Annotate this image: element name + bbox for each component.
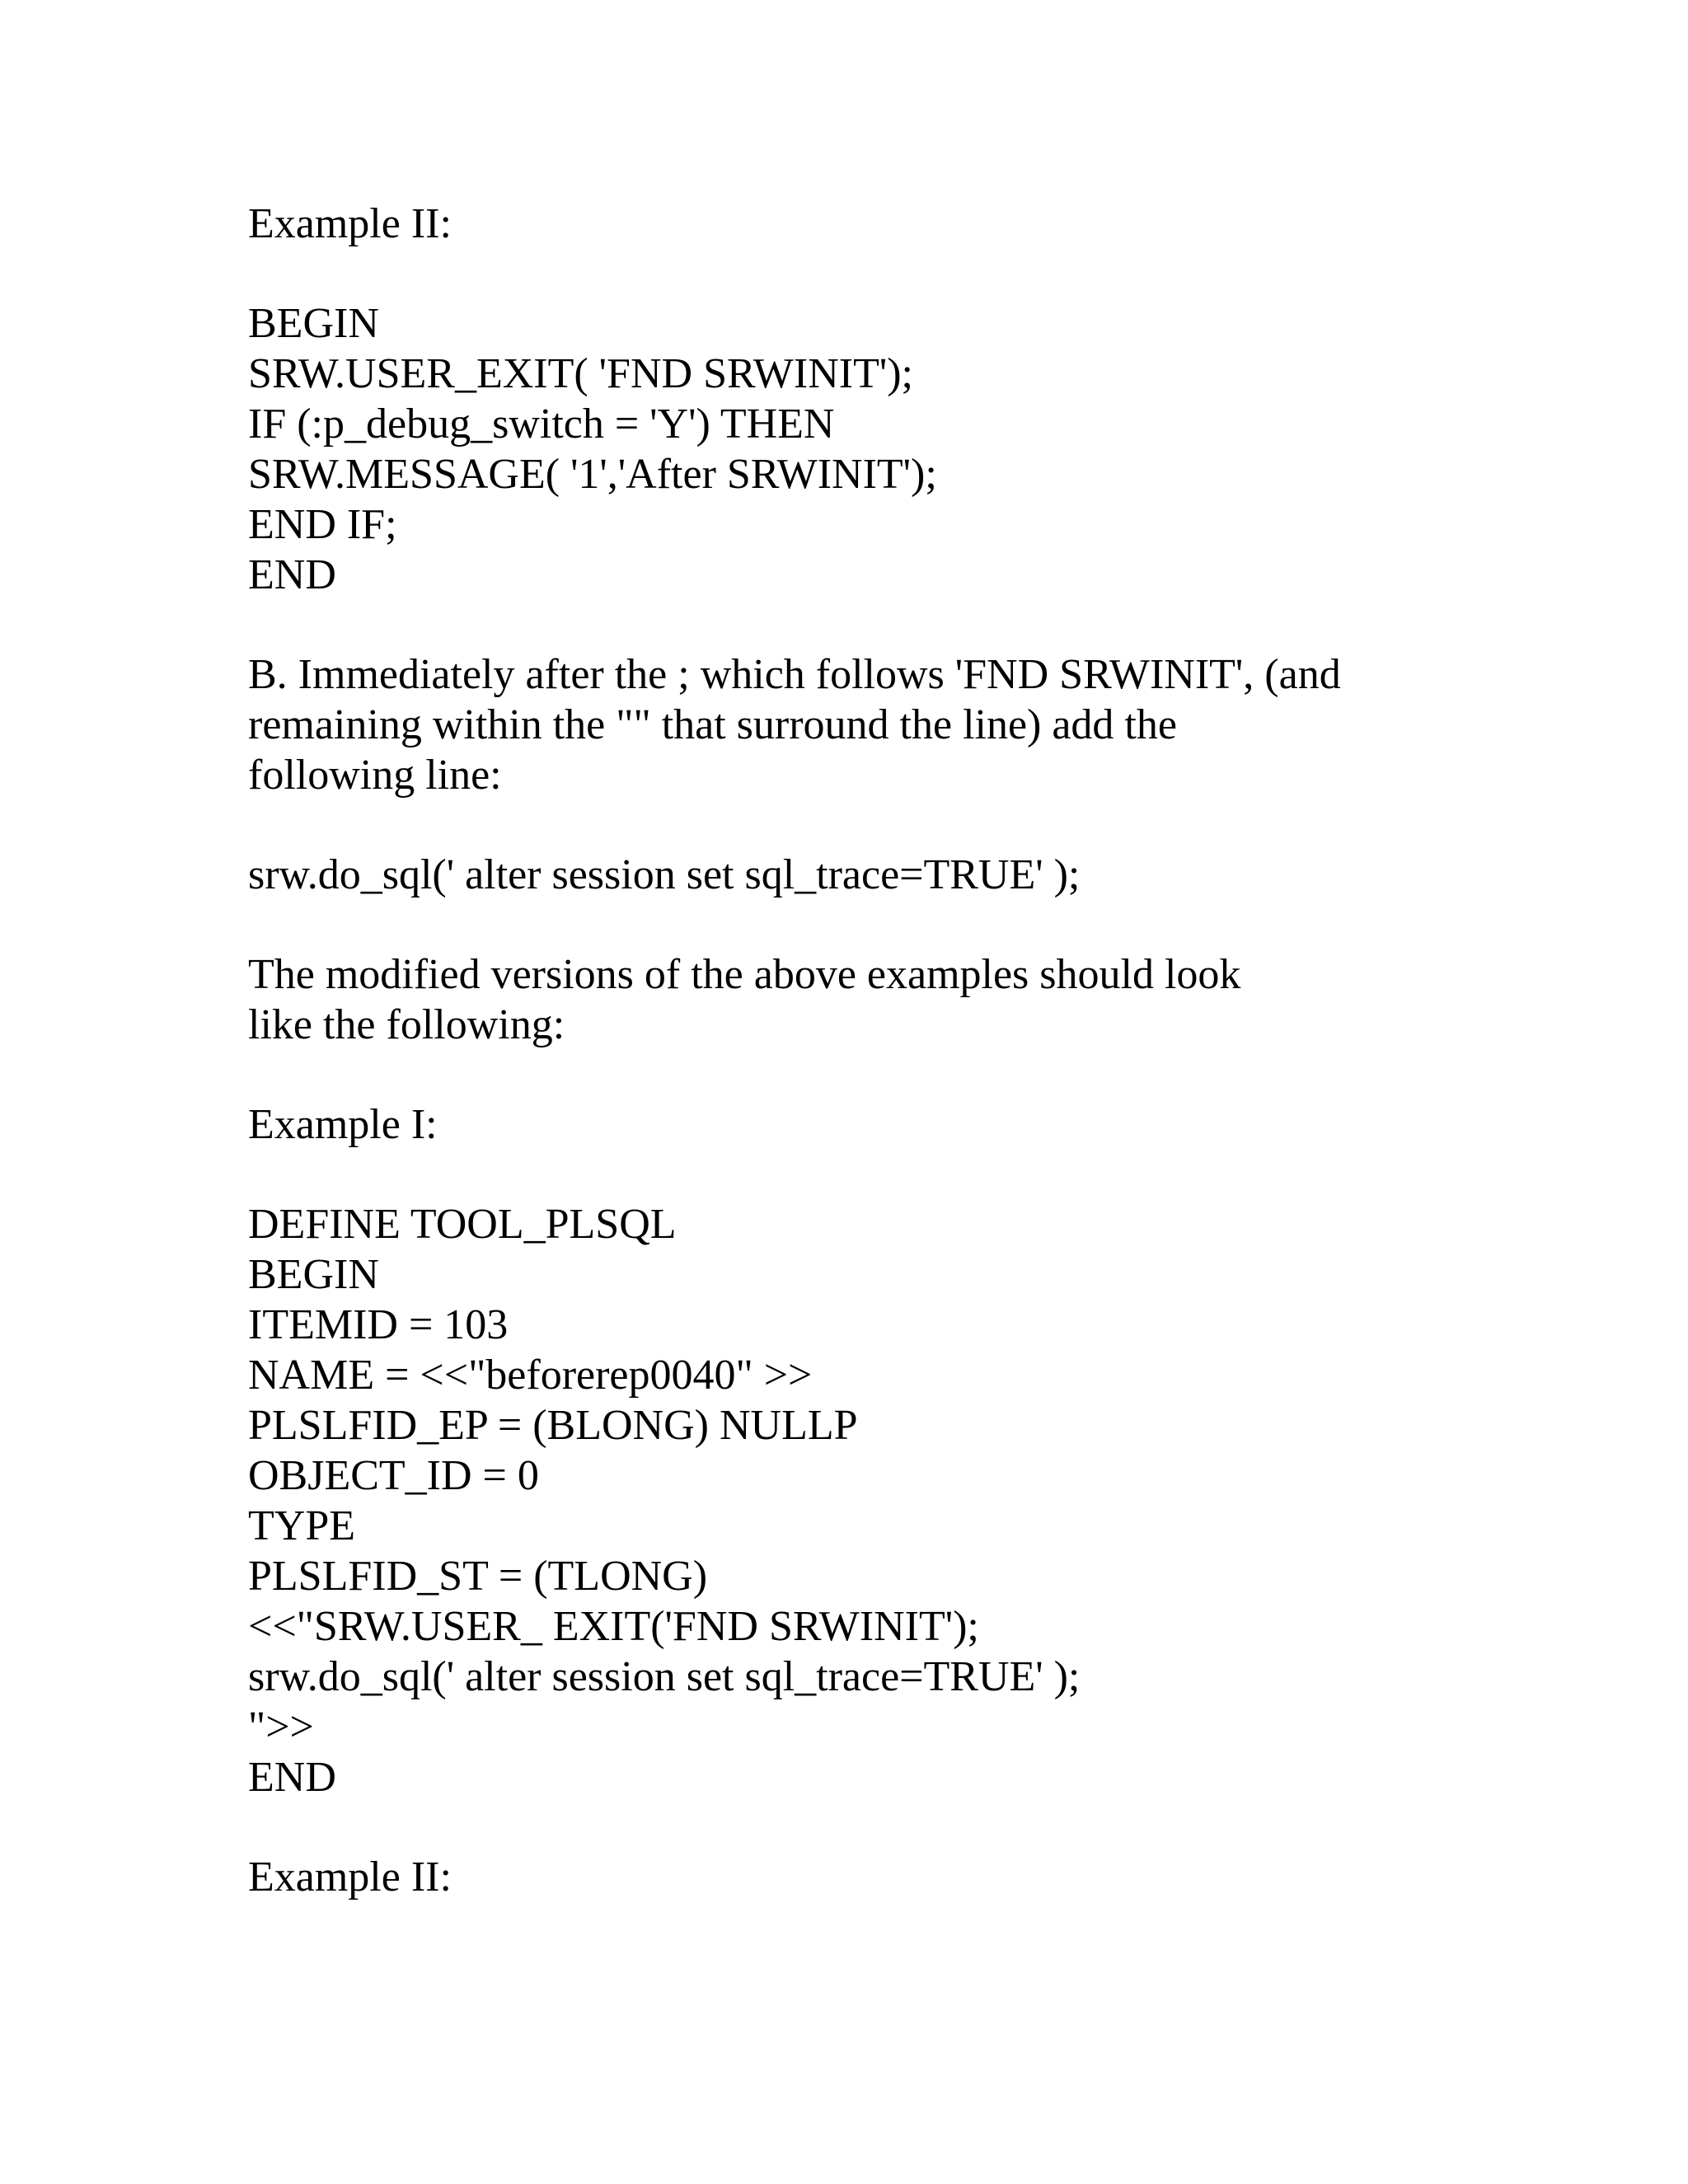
- code-line: BEGIN: [248, 1251, 379, 1298]
- instruction-text: B. Immediately after the ; which follows 'FND SRWINIT', (and: [248, 651, 1341, 698]
- instruction-text: remaining within the "" that surround the line) add the: [248, 701, 1177, 748]
- code-line: srw.do_sql(' alter session set sql_trace=TRUE' );: [248, 1653, 1081, 1700]
- modified-intro-text: like the following:: [248, 1001, 565, 1048]
- code-line: END IF;: [248, 501, 397, 548]
- code-line: TYPE: [248, 1502, 355, 1549]
- instruction-text: following line:: [248, 752, 502, 799]
- code-line: END: [248, 1754, 336, 1801]
- code-line: NAME = <<"beforerep0040" >>: [248, 1352, 813, 1399]
- code-line: IF (:p_debug_switch = 'Y') THEN: [248, 401, 835, 448]
- code-line: ">>: [248, 1704, 314, 1750]
- code-line: ITEMID = 103: [248, 1301, 509, 1348]
- code-line: SRW.USER_EXIT( 'FND SRWINIT');: [248, 350, 913, 397]
- code-line: BEGIN: [248, 300, 379, 347]
- modified-intro-text: The modified versions of the above examples should look: [248, 951, 1241, 998]
- code-line: DEFINE TOOL_PLSQL: [248, 1201, 677, 1248]
- code-line: PLSLFID_EP = (BLONG) NULLP: [248, 1402, 858, 1449]
- added-code-line: srw.do_sql(' alter session set sql_trace=TRUE' );: [248, 851, 1081, 898]
- example-ii-heading: Example II:: [248, 200, 452, 247]
- example-ii-heading-repeat: Example II:: [248, 1854, 452, 1900]
- code-line: END: [248, 551, 336, 598]
- code-line: OBJECT_ID = 0: [248, 1452, 539, 1499]
- code-line: SRW.MESSAGE( '1','After SRWINIT');: [248, 451, 937, 498]
- example-i-heading: Example I:: [248, 1101, 438, 1148]
- code-line: PLSLFID_ST = (TLONG): [248, 1553, 708, 1600]
- code-line: <<"SRW.USER_ EXIT('FND SRWINIT');: [248, 1603, 979, 1650]
